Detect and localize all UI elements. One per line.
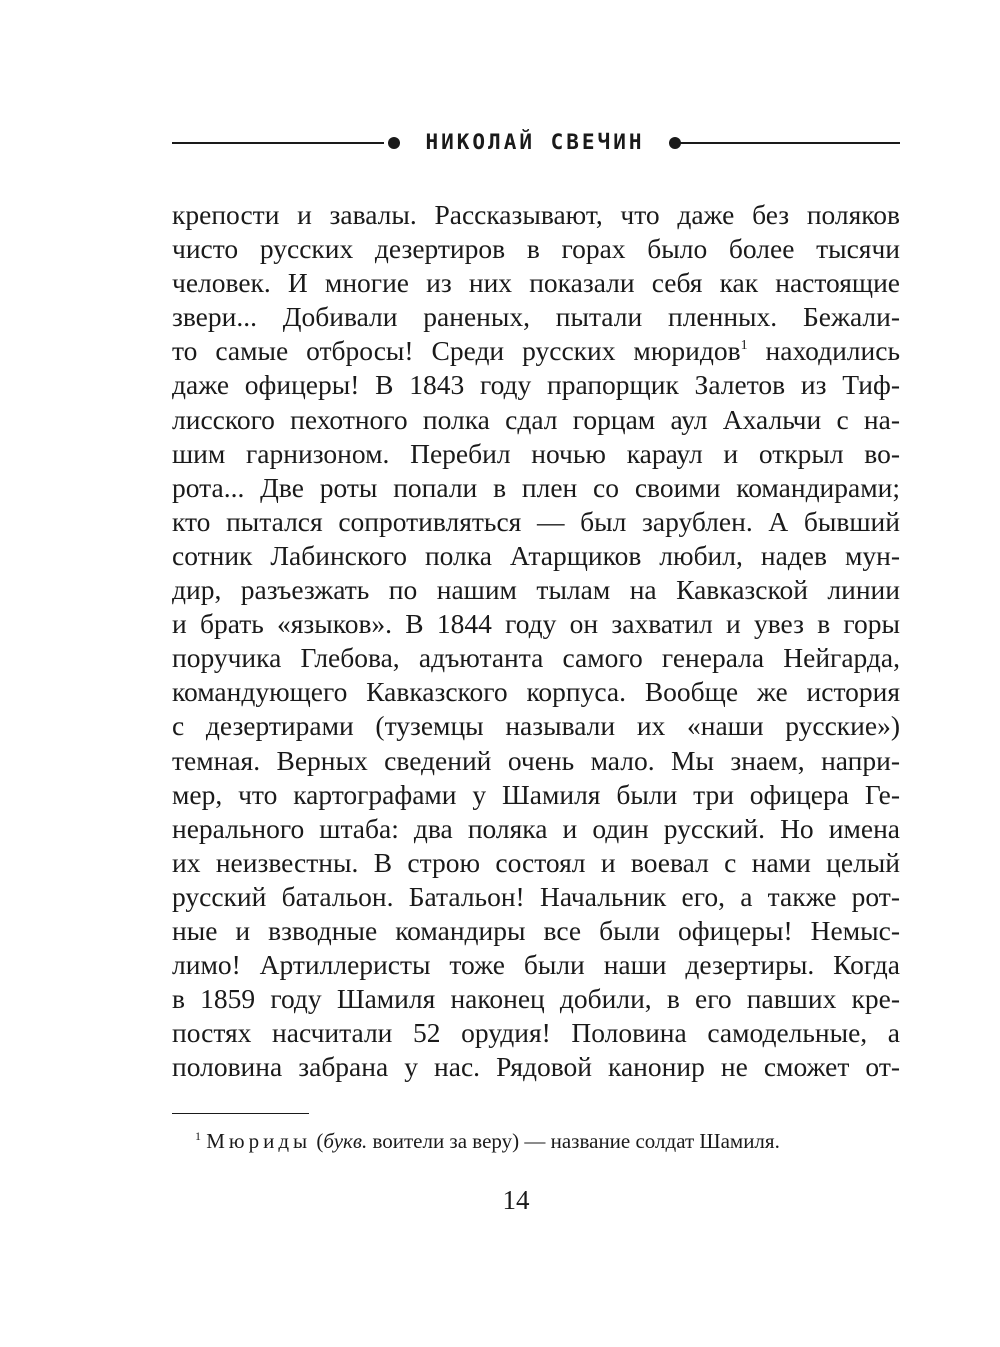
text-line: крепости и завалы. Рассказывают, что даже без поляков (172, 199, 900, 230)
footnote-term: Мюриды (206, 1129, 312, 1153)
text-line-tail: находились (765, 335, 900, 367)
body-text (172, 198, 900, 1084)
text-line-head: то самые отбросы! Среди русских мюридов (172, 335, 741, 367)
text-line: дир, разъезжать по нашим тылам на Кавказской линии (172, 574, 900, 606)
text-line: лисского пехотного полка сдал горцам аул Ахальчи с на- (172, 403, 900, 435)
text-line: чисто русских дезертиров в горах было более тысячи (172, 233, 900, 265)
footnote-abbreviation: букв. (323, 1129, 368, 1153)
text-line: половина забрана у нас. Рядовой канонир не сможет от- (172, 1051, 900, 1083)
footnote-number: 1 (195, 1129, 201, 1143)
text-line: человек. И многие из них показали себя как настоящие (172, 267, 900, 299)
text-line: звери... Добивали раненых, пытали пленных. Бежали- (172, 301, 900, 333)
text-line: лимо! Артиллеристы тоже были наши дезертиры. Когда (172, 949, 900, 981)
footnote-gloss: воители за веру) (372, 1129, 520, 1153)
text-line: русский батальон. Батальон! Начальник его, а также рот- (172, 880, 900, 912)
footnote: $^1$ Мюриды (букв. воители за веру) — название солдат Шамиля. (195, 1129, 780, 1153)
page-number: 14 (502, 1185, 530, 1215)
text-line: нерального штаба: два поляка и один русский. Но имена (172, 812, 900, 844)
text-line: сотник Лабинского полка Атарщиков любил, надев мун- (172, 539, 900, 571)
text-line: темная. Верных сведений очень мало. Мы знаем, напри- (172, 744, 900, 776)
footnote-reference: 1 (740, 338, 748, 354)
text-line: шим гарнизоном. Перебил ночью караул и открыл во- (172, 437, 900, 469)
text-line: ные и взводные командиры все были офицеры! Немыс- (172, 914, 900, 946)
text-line-with-footnote (172, 334, 900, 368)
text-line: мер, что картографами у Шамиля были три офицера Ге- (172, 778, 900, 810)
text-line: в 1859 году Шамиля наконец добили, в его павших кре- (172, 983, 900, 1015)
text-line: кто пытался сопротивляться — был зарублен. А бывший (172, 505, 900, 537)
running-head-author: НИКОЛАЙ СВЕЧИН (425, 130, 645, 154)
text-line: их неизвестны. В строю состоял и воевал с нами целый (172, 846, 900, 878)
text-line: поручика Глебова, адъютанта самого генерала Нейгарда, (172, 642, 900, 674)
text-line: и брать «языков». В 1844 году он захватил и увез в горы (172, 608, 900, 640)
header-bullet-left-icon (388, 137, 400, 149)
footnote-rule (172, 1113, 309, 1114)
footnote-rest: — название солдат Шамиля. (524, 1129, 780, 1153)
text-line: постях насчитали 52 орудия! Половина самодельные, а (172, 1017, 900, 1049)
text-line: рота... Две роты попали в плен со своими командирами; (172, 471, 900, 503)
header-rule-right (677, 142, 900, 144)
running-head (172, 127, 900, 157)
text-line: с дезертирами (туземцы называли их «наши русские») (172, 710, 900, 742)
header-rule-left (172, 142, 384, 144)
text-line: даже офицеры! В 1843 году прапорщик Залетов из Тиф- (172, 369, 900, 401)
text-line: командующего Кавказского корпуса. Вообще же история (172, 676, 900, 708)
